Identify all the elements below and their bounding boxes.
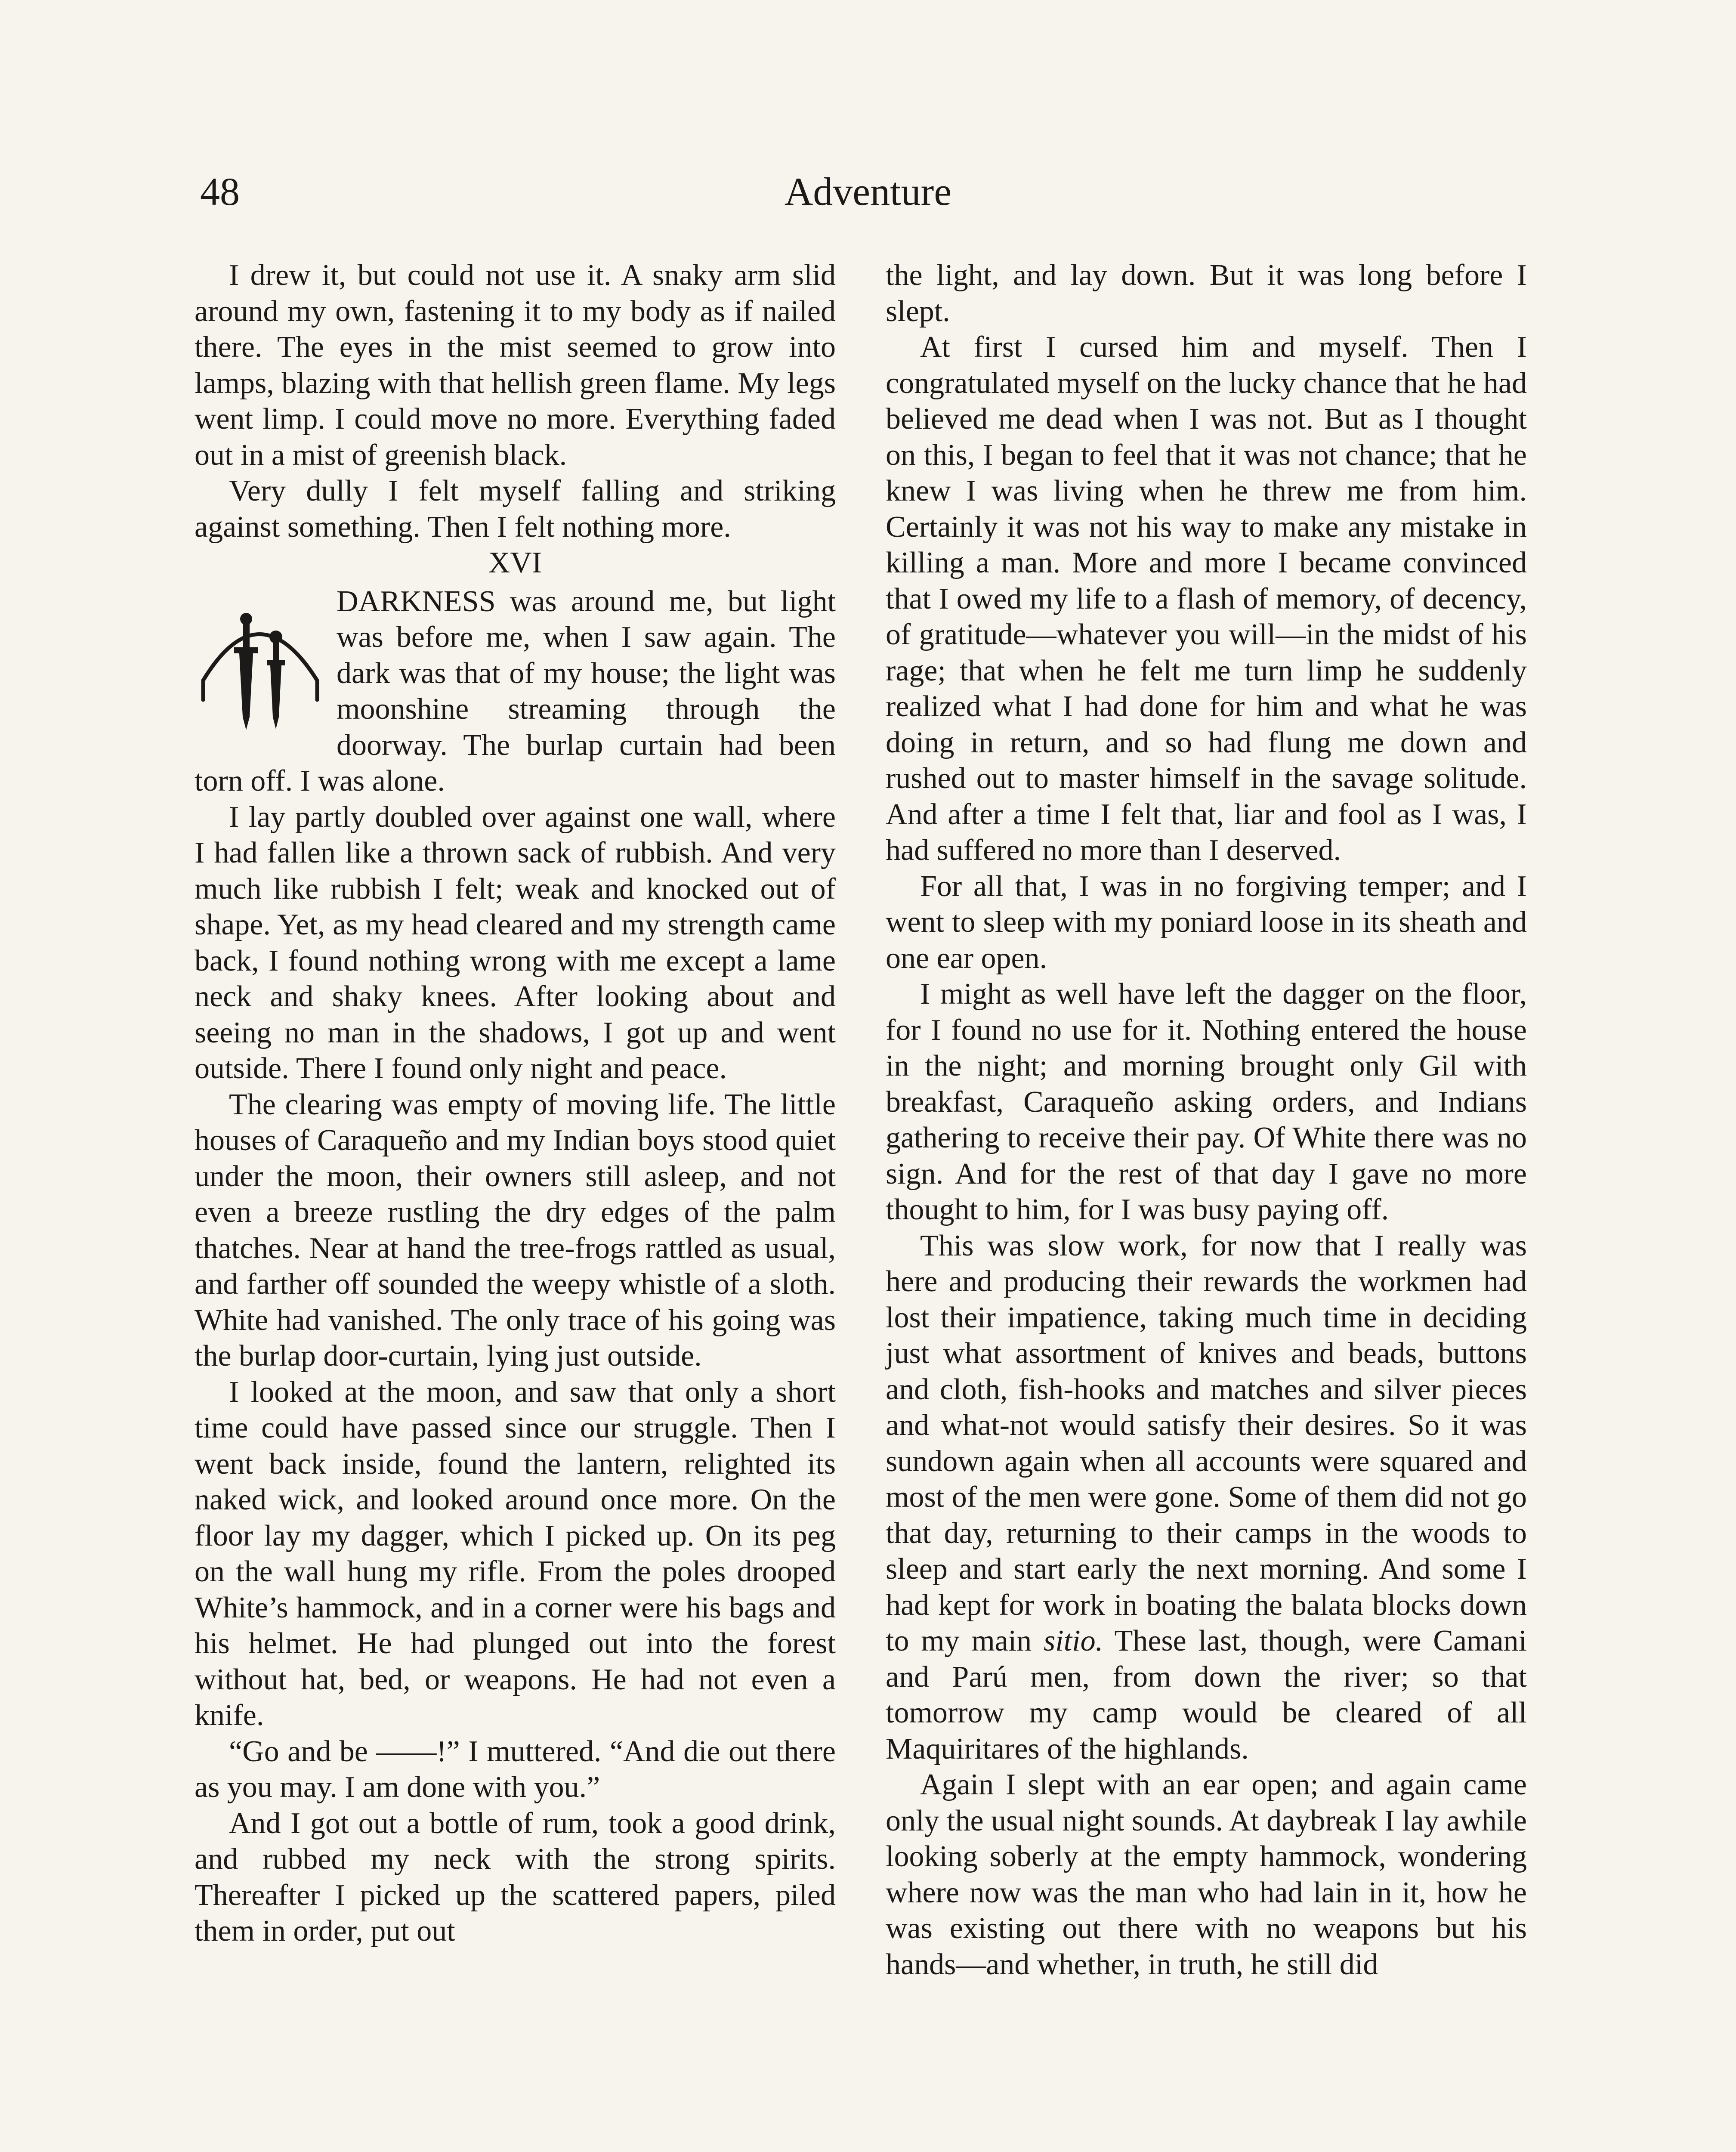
paragraph: DARKNESS was around me, but light was before me, when I saw again. The dark was that of my house; the light was moonshine streaming through the doorway. The burlap curtain had been torn off. I was alone. [195, 584, 836, 798]
paragraph: I lay partly doubled over against one wall, where I had fallen like a thrown sack of rubbish. And very much like rubbish I felt; weak and knocked out of shape. Yet, as my head cleared and my strength came back, I found nothing wrong with me except a lame neck and shaky knees. After looking about and seeing no man in the shadows, I got up and went outside. There I found only night and peace. [195, 800, 836, 1085]
paragraph: Very dully I felt myself falling and striking against something. Then I felt nothing more. [195, 474, 836, 544]
paragraph: Again I slept with an ear open; and again came only the usual night sounds. At daybreak I lay awhile looking soberly at the empty hammock, wondering where now was the man who had lain in it, how he was existing out there with no weapons but his hands—and whether, in truth, he still did [886, 1768, 1527, 1981]
italic-word: sitio. [1044, 1624, 1103, 1657]
paragraph [886, 1228, 1527, 1767]
paragraph: I drew it, but could not use it. A snaky arm slid around my own, fastening it to my body as if nailed there. The eyes in the mist seemed to grow into lamps, blazing with that hellish green flame. My legs went limp. I could move no more. Everything faded out in a mist of greenish black. [195, 259, 836, 472]
paragraph: I looked at the moon, and saw that only a short time could have passed since our struggle. Then I went back inside, found the lantern, relighted its naked wick, and looked around once more. On the floor lay my dagger, which I picked up. On its peg on the wall hung my rifle. From the poles drooped White’s hammock, and in a corner were his bags and his helmet. He had plunged out into the forest without hat, bed, or weapons. He had not even a knife. [195, 1375, 836, 1732]
paragraph: At first I cursed him and myself. Then I congratulated myself on the lucky chance that he had believed me dead when I was not. But as I thought on this, I began to feel that it was not chance; that he knew I was living when he threw me from him. Certainly it was not his way to make any mistake in killing a man. More and more I became convinced that I owed my life to a flash of memory, of decency, of gratitude—whatever you will—in the midst of his rage; that when he felt me turn limp he suddenly realized what I had done for him and what he was doing in return, and so had flung me down and rushed out to master himself in the savage solitude. And after a time I felt that, liar and fool as I was, I had suffered no more than I deserved. [886, 331, 1527, 867]
opening-paragraph [195, 584, 836, 799]
paragraph: And I got out a bottle of rum, took a good drink, and rubbed my neck with the strong spirits. Thereafter I picked up the scattered papers, piled them in order, put out [195, 1806, 836, 1948]
right-column [886, 257, 1527, 1982]
paragraph-text: This was slow work, for now that I really was here and producing their rewards the workmen had lost their impatience, taking much time in deciding just what assortment of knives and beads, buttons and cloth, fish-hooks and matches and silver pieces and what-not would satisfy their desires. So it was sundown again when all accounts were squared and most of the men were gone. Some of them did not go that day, returning to their camps in the woods to sleep and start early the next morning. And some I had kept for work in boating the balata blocks down to my main [886, 1229, 1527, 1657]
chapter-heading: XVI [488, 546, 542, 579]
paragraph: I might as well have left the dagger on the floor, for I found no use for it. Nothing entered the house in the night; and morning brought only Gil with breakfast, Caraqueño asking orders, and Indians gathering to receive their pay. Of White there was no sign. And for the rest of that day I gave no more thought to him, for I was busy paying off. [886, 977, 1527, 1226]
paragraph: The clearing was empty of moving life. The little houses of Caraqueño and my Indian boys stood quiet under the moon, their owners still asleep, and not even a breeze rustling the dry edges of the palm thatches. Near at hand the tree-frogs rattled as usual, and farther off sounded the weepy whistle of a sloth. White had vanished. The only trace of his going was the burlap door-curtain, lying just outside. [195, 1088, 836, 1373]
crossed-daggers-ornament-icon [195, 592, 324, 734]
paragraph: For all that, I was in no forgiving temper; and I went to sleep with my poniard loose in its sheath and one ear open. [886, 869, 1527, 975]
paragraph: “Go and be ——!” I muttered. “And die out there as you may. I am done with you.” [195, 1735, 836, 1804]
paragraph: the light, and lay down. But it was long before I slept. [886, 259, 1527, 328]
running-title: Adventure [784, 170, 952, 213]
paragraph-text: These last, though, were Camani and Parú men, from down the river; so that tomorrow my camp would be cleared of all Maquiritares of the highlands. [886, 1624, 1527, 1766]
left-column [195, 257, 836, 1949]
page-number: 48 [200, 170, 240, 213]
